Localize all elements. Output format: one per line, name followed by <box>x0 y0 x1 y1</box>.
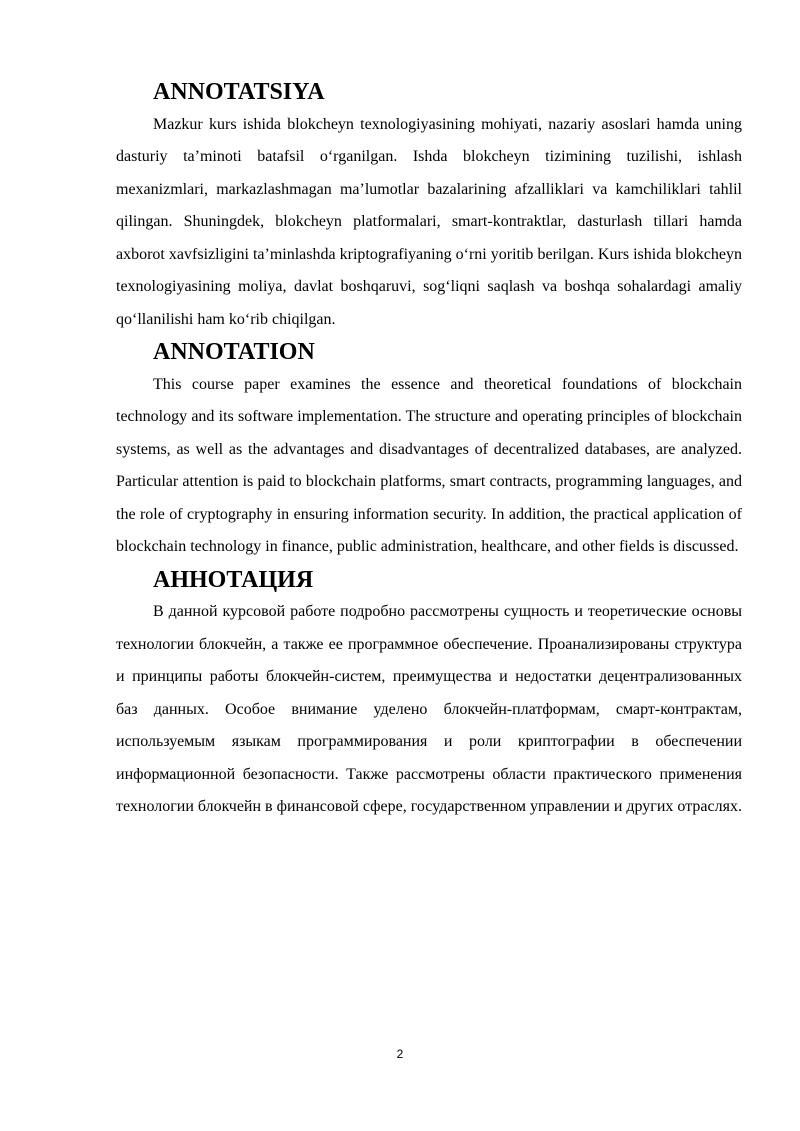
section-heading-english: ANNOTATION <box>153 339 315 365</box>
section-text-english: This course paper examines the essence and theoretical foundations of blockchain technology and its software implementation. The structure and operating principles of blockchain systems, as well as the advantages and disadvantages of decentralized databases, are analyzed. Particular attention is paid to blockchain platforms, smart contracts, programming languages, and the role of cryptography in ensuring information security. In addition, the practical application of blockchain technology in finance, public administration, healthcare, and other fields is discussed. <box>116 375 742 555</box>
section-heading-russian: АННОТАЦИЯ <box>153 566 314 593</box>
section-heading-uzbek: ANNOTATSIYA <box>153 79 325 105</box>
section-text-russian: В данной курсовой работе подробно рассмотрены сущность и теоретические основы технологии блокчейн, а также ее программное обеспечение. Проанализированы структура и принципы работы блокчейн-систем, преимущества и недостатки децентрализованных баз данных. Особое внимание уделено блокчейн-платформам, смарт-контрактам, используемым языкам программирования и роли криптографии в обеспечении информационной безопасности. Также рассмотрены области практического применения технологии блокчейн в финансовой сфере, государственном управлении и других отраслях. <box>116 603 742 815</box>
page-number: 2 <box>396 1047 404 1061</box>
page-content <box>116 76 742 824</box>
section-text-uzbek: Mazkur kurs ishida blokcheyn texnologiyasining mohiyati, nazariy asoslari hamda uning dasturiy ta’minoti batafsil o‘rganilgan. Ishda blokcheyn tizimining tuzilishi, ishlash mexanizmlari, markazlashmagan ma’lumotlar bazalarining afzalliklari va kamchiliklari tahlil qilingan. Shuningdek, blokcheyn platformalari, smart-kontraktlar, dasturlash tillari hamda axborot xavfsizligini ta’minlashda kriptografiyaning o‘rni yoritib berilgan. Kurs ishida blokcheyn texnologiyasining moliya, davlat boshqaruvi, sog‘liqni saqlash va boshqa sohalardagi amaliy qo‘llanilishi ham ko‘rib chiqilgan. <box>116 115 742 328</box>
